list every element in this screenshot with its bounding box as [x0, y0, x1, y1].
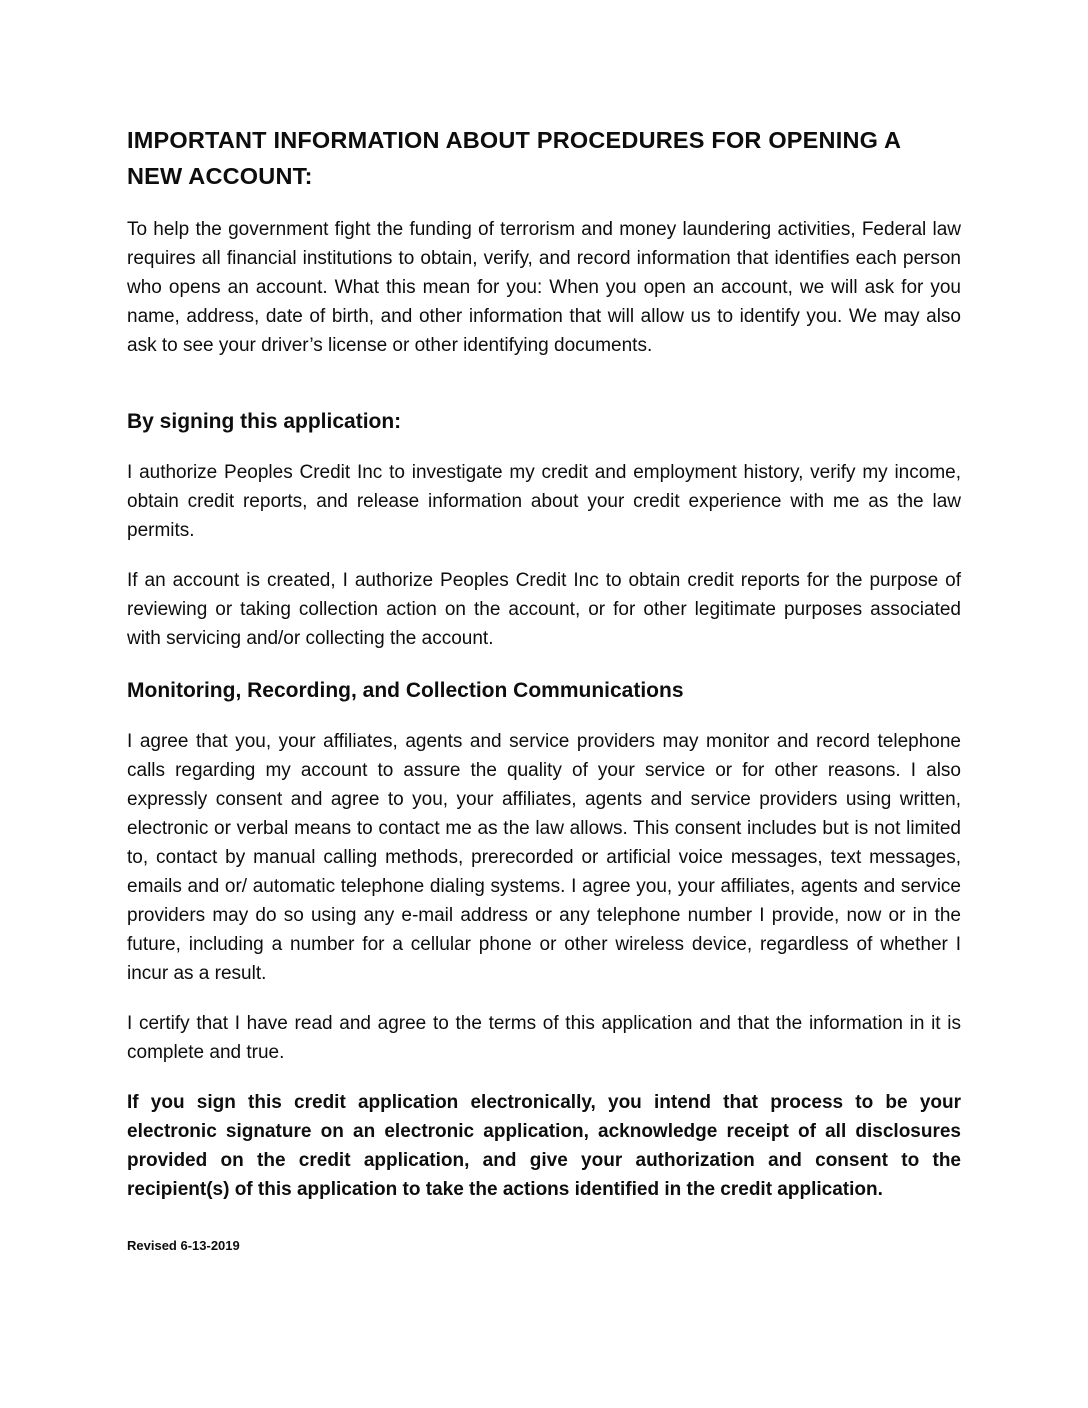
paragraph-monitoring-consent: I agree that you, your affiliates, agents and service providers may monitor and record telephone calls regarding my account to assure the quality of your service or for other reasons. I also expressly consent and agree to you, your affiliates, agents and service providers using written, electronic or verbal means to contact me as the law allows. This consent includes but is not limited to, contact by manual calling methods, prerecorded or artificial voice messages, text messages, emails and or/ automatic telephone dialing systems. I agree you, your affiliates, agents and service providers may do so using any e-mail address or any telephone number I provide, now or in the future, including a number for a cellular phone or other wireless device, regardless of whether I incur as a result.: [127, 731, 961, 984]
section-heading-by-signing: By signing this application:: [127, 410, 402, 433]
paragraph-certify: I certify that I have read and agree to the terms of this application and that the information in it is complete and true.: [127, 1013, 961, 1063]
revision-date-note: Revised 6-13-2019: [127, 1238, 240, 1253]
paragraph-account-created: If an account is created, I authorize Peoples Credit Inc to obtain credit reports for the purpose of reviewing or taking collection action on the account, or for other legitimate purposes associated with servicing and/or collecting the account.: [127, 570, 961, 649]
section-heading-monitoring: Monitoring, Recording, and Collection Communications: [127, 679, 684, 702]
document-content: [127, 122, 961, 1225]
paragraph-authorize-investigate: I authorize Peoples Credit Inc to investigate my credit and employment history, verify my income, obtain credit reports, and release information about your credit experience with me as the law permits.: [127, 462, 961, 541]
paragraph-customer-identification: To help the government fight the funding of terrorism and money laundering activities, Federal law requires all financial institutions to obtain, verify, and record information that identifies each person who opens an account. What this mean for you: When you open an account, we will ask for you name, address, date of birth, and other information that will allow us to identify you. We may also ask to see your driver’s license or other identifying documents.: [127, 219, 961, 356]
page-title: IMPORTANT INFORMATION ABOUT PROCEDURES FOR OPENING A NEW ACCOUNT:: [127, 127, 901, 189]
paragraph-electronic-signature: If you sign this credit application electronically, you intend that process to be your electronic signature on an electronic application, acknowledge receipt of all disclosures provided on the credit application, and give your authorization and consent to the recipient(s) of this application to take the actions identified in the credit application.: [127, 1092, 961, 1200]
